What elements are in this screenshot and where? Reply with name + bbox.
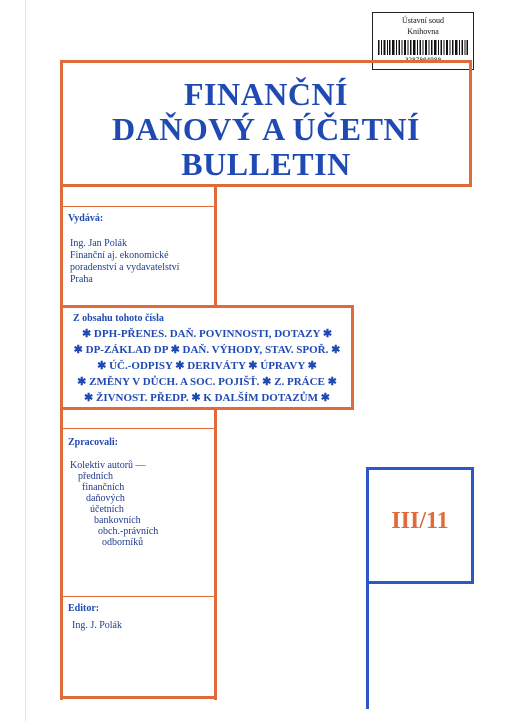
barcode-icon <box>378 40 468 55</box>
inner-rail-lower <box>214 410 217 700</box>
publisher-city: Praha <box>70 274 93 285</box>
author-line: daňových <box>86 493 125 504</box>
divider-editor <box>60 596 217 597</box>
title-line-1: FINANČNÍ <box>184 76 348 112</box>
topic-line: ✱ ŽIVNOST. PŘEDP. ✱ K DALŠÍM DOTAZŮM ✱ <box>84 392 330 404</box>
author-line: obch.-právních <box>98 526 159 537</box>
authors-label: Zpracovali: <box>68 437 118 448</box>
barcode-number: 3287804980 <box>404 57 442 64</box>
divider-authors <box>60 428 217 429</box>
stamp-line-1: Ústavní soud <box>402 16 444 25</box>
issue-number: III/11 <box>391 508 449 534</box>
scan-edge <box>25 0 26 721</box>
left-rail-upper <box>60 187 63 305</box>
publisher-name: Ing. Jan Polák <box>70 238 127 249</box>
bottom-rail <box>60 696 217 699</box>
topic-line: ✱ ZMĚNY V DŮCH. A SOC. POJIŠŤ. ✱ Z. PRÁCE ✱ <box>77 376 337 388</box>
inner-rail-upper <box>214 187 217 305</box>
author-line: předních <box>78 471 113 482</box>
author-line: účetních <box>90 504 124 515</box>
topic-line: ✱ DPH-PŘENES. DAŇ. POVINNOSTI, DOTAZY ✱ <box>81 328 333 340</box>
title-line-2: DAŇOVÝ A ÚČETNÍ <box>112 111 420 147</box>
title-box <box>60 60 472 187</box>
author-line: Kolektiv autorů — <box>70 460 146 471</box>
left-rail-lower <box>60 410 63 700</box>
editor-name: Ing. J. Polák <box>72 620 122 631</box>
publisher-org-1: Finanční aj. ekonomické <box>70 250 169 261</box>
issue-box <box>366 467 474 584</box>
divider-publisher <box>60 206 217 207</box>
author-line: bankovních <box>94 515 141 526</box>
editor-label: Editor: <box>68 603 100 614</box>
stamp-line-2: Knihovna <box>407 27 439 36</box>
title-line-3: BULLETIN <box>181 146 351 182</box>
author-line: finančních <box>82 482 125 493</box>
author-line: odborníků <box>102 537 144 548</box>
topic-line: ✱ DP-ZÁKLAD DP ✱ DAŇ. VÝHODY, STAV. SPOŘ. ✱ <box>73 344 341 356</box>
publisher-org-2: poradenství a vydavatelství <box>70 262 180 273</box>
contents-box <box>60 305 354 410</box>
topic-line: ✱ ÚČ.-ODPISY ✱ DERIVÁTY ✱ ÚPRAVY ✱ <box>97 360 317 372</box>
publisher-label: Vydává: <box>68 213 104 224</box>
issue-rail <box>366 584 369 709</box>
contents-label: Z obsahu tohoto čísla <box>73 313 164 324</box>
